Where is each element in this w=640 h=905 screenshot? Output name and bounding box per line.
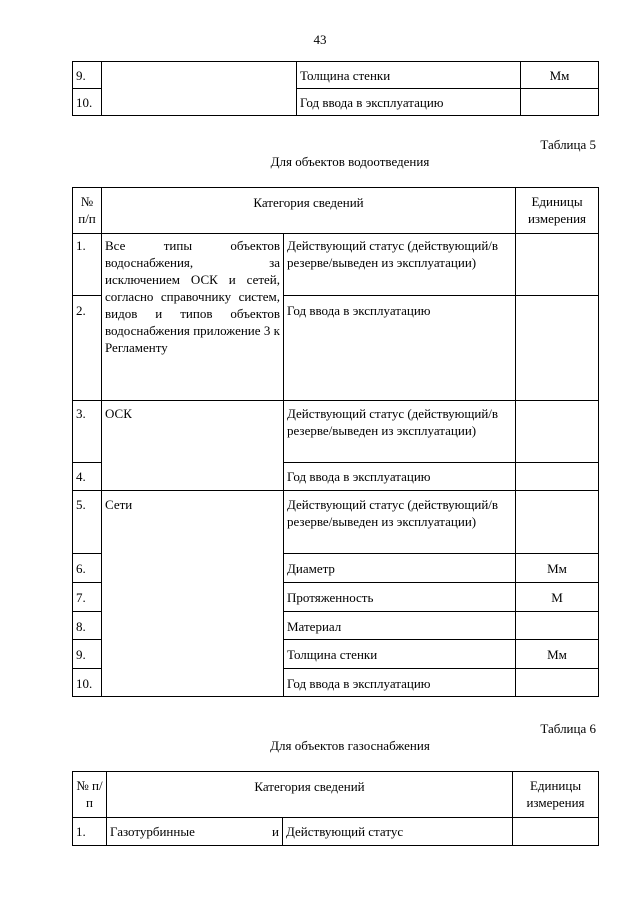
group-cell [107,818,283,846]
category-cell: Протяженность [284,583,516,612]
header-num: № п/п [73,772,107,818]
row-number: 5. [73,491,102,554]
row-number: 6. [73,554,102,583]
table-header-row [73,188,599,234]
row-number: 9. [73,62,102,89]
row-number: 1. [73,234,102,296]
row-number: 9. [73,640,102,669]
row-number: 1. [73,818,107,846]
category-cell: Материал [284,612,516,640]
unit-cell: Мм [516,554,599,583]
group-cell: ОСК [102,401,284,491]
header-category: Категория сведений [102,188,516,234]
header-unit: Единицы измерения [516,188,599,234]
table5-title: Для объектов водоотведения [270,154,430,169]
table-row [73,62,599,89]
header-category: Категория сведений [107,772,513,818]
header-unit: Единицы измерения [513,772,599,818]
group-text [110,823,279,840]
category-cell: Год ввода в эксплуатацию [284,463,516,491]
table5 [72,187,599,697]
category-cell: Действующий статус (действующий/в резерве/выведен из эксплуатации) [284,491,516,554]
row-number: 10. [73,669,102,697]
unit-cell [516,296,599,401]
category-cell: Действующий статус (действующий/в резерве/выведен из эксплуатации) [284,401,516,463]
unit-cell: Мм [516,640,599,669]
group-word: Газотурбинные [110,824,195,839]
unit-cell [516,234,599,296]
table-row [73,401,599,463]
category-cell: Толщина стенки [284,640,516,669]
category-cell: Действующий статус (действующий/в резерве/выведен из эксплуатации) [284,234,516,296]
group-cell: Сети [102,491,284,697]
row-number: 8. [73,612,102,640]
row-number: 3. [73,401,102,463]
group-cell [102,62,297,116]
row-number: 2. [73,296,102,401]
group-word: и [272,824,279,839]
table5-label: Таблица 5 [540,137,596,152]
unit-cell [521,89,599,116]
table-continuation [72,61,599,116]
table-header-row [73,772,599,818]
page-number: 43 [313,32,327,47]
row-number: 4. [73,463,102,491]
header-num: № п/п [73,188,102,234]
group-cell: Все типы объектов водоснабжения, за исключением ОСК и сетей, согласно справочнику систем, видов и типов объектов водоснабжения приложение 3 к Регламенту [102,234,284,401]
table-row [73,818,599,846]
table6 [72,771,599,846]
unit-cell [516,463,599,491]
unit-cell: Мм [521,62,599,89]
unit-cell [516,612,599,640]
table-row [73,491,599,554]
unit-cell [516,669,599,697]
row-number: 10. [73,89,102,116]
category-cell: Год ввода в эксплуатацию [284,669,516,697]
category-cell: Действующий статус [283,818,513,846]
table6-title: Для объектов газоснабжения [270,738,430,753]
row-number: 7. [73,583,102,612]
table6-label: Таблица 6 [540,721,596,736]
table-row [73,234,599,296]
category-cell: Год ввода в эксплуатацию [284,296,516,401]
category-cell: Год ввода в эксплуатацию [297,89,521,116]
category-cell: Диаметр [284,554,516,583]
category-cell: Толщина стенки [297,62,521,89]
unit-cell [516,491,599,554]
unit-cell [516,401,599,463]
unit-cell [513,818,599,846]
unit-cell: М [516,583,599,612]
